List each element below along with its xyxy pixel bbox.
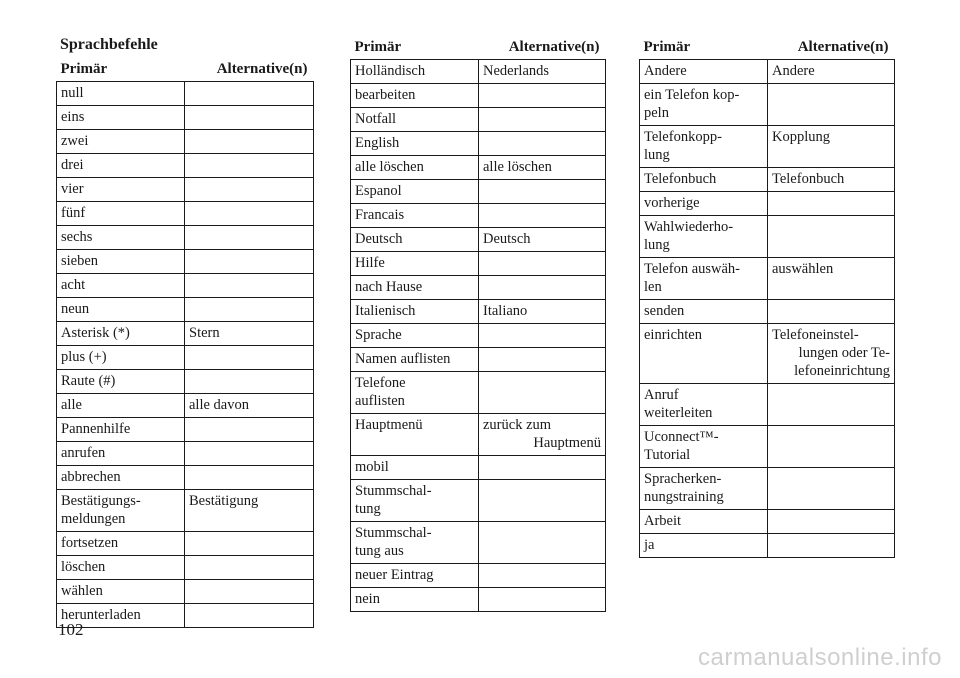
cell-primary: Italienisch bbox=[351, 300, 479, 324]
cell-alternative bbox=[479, 84, 606, 108]
table-row bbox=[351, 372, 606, 414]
table-row bbox=[351, 564, 606, 588]
table-row bbox=[351, 204, 606, 228]
cell-primary: sieben bbox=[57, 250, 185, 274]
table-row bbox=[640, 258, 895, 300]
cell-alternative: alle davon bbox=[185, 394, 314, 418]
cell-alternative bbox=[185, 82, 314, 106]
cell-primary: vier bbox=[57, 178, 185, 202]
cell-alternative: Andere bbox=[768, 60, 895, 84]
table-row bbox=[57, 274, 314, 298]
cell-primary: English bbox=[351, 132, 479, 156]
cell-alternative bbox=[185, 298, 314, 322]
table-row bbox=[351, 84, 606, 108]
table-row bbox=[57, 580, 314, 604]
cell-primary: ja bbox=[640, 534, 768, 558]
table-row bbox=[57, 106, 314, 130]
cell-alternative bbox=[479, 132, 606, 156]
table-row bbox=[57, 604, 314, 628]
table-row bbox=[640, 384, 895, 426]
table-row bbox=[351, 60, 606, 84]
cell-alternative: Telefonbuch bbox=[768, 168, 895, 192]
table-row bbox=[57, 370, 314, 394]
cell-primary: plus (+) bbox=[57, 346, 185, 370]
cell-alternative bbox=[185, 580, 314, 604]
cell-alternative: Telefoneinstel- lungen oder Te- lefoneinrichtung bbox=[768, 324, 895, 384]
cell-primary: nein bbox=[351, 588, 479, 612]
column-header-primary: Primär bbox=[640, 38, 768, 60]
cell-alternative bbox=[185, 556, 314, 580]
cell-primary: senden bbox=[640, 300, 768, 324]
cell-alternative bbox=[479, 108, 606, 132]
table-row bbox=[351, 414, 606, 456]
table-header-row bbox=[640, 38, 895, 60]
column-header-alternative: Alternative(n) bbox=[185, 60, 314, 82]
cell-primary: anrufen bbox=[57, 442, 185, 466]
cell-primary: Hilfe bbox=[351, 252, 479, 276]
column-header-alternative: Alternative(n) bbox=[479, 38, 606, 60]
cell-alternative: Deutsch bbox=[479, 228, 606, 252]
cell-primary: Notfall bbox=[351, 108, 479, 132]
cell-primary: abbrechen bbox=[57, 466, 185, 490]
cell-alternative: auswählen bbox=[768, 258, 895, 300]
cell-primary: Telefonkopp- lung bbox=[640, 126, 768, 168]
cell-alternative bbox=[479, 324, 606, 348]
cell-primary: Telefonbuch bbox=[640, 168, 768, 192]
cell-alternative bbox=[768, 192, 895, 216]
cell-alternative bbox=[479, 348, 606, 372]
cell-alternative bbox=[185, 532, 314, 556]
table-row bbox=[351, 324, 606, 348]
page-number: 102 bbox=[58, 620, 84, 639]
table-row bbox=[640, 426, 895, 468]
cell-primary: Sprache bbox=[351, 324, 479, 348]
cell-primary: löschen bbox=[57, 556, 185, 580]
cell-alternative bbox=[768, 468, 895, 510]
table-row bbox=[351, 480, 606, 522]
cell-alternative bbox=[185, 418, 314, 442]
table-row bbox=[640, 510, 895, 534]
cell-alternative bbox=[479, 252, 606, 276]
cell-alternative bbox=[768, 510, 895, 534]
cell-primary: zwei bbox=[57, 130, 185, 154]
cell-alternative bbox=[185, 202, 314, 226]
voice-command-table-1 bbox=[56, 60, 314, 628]
cell-primary: mobil bbox=[351, 456, 479, 480]
cell-alternative bbox=[185, 274, 314, 298]
table-row bbox=[351, 228, 606, 252]
cell-primary: Arbeit bbox=[640, 510, 768, 534]
cell-primary: neun bbox=[57, 298, 185, 322]
cell-alternative bbox=[768, 84, 895, 126]
table-row bbox=[57, 250, 314, 274]
cell-primary: fortsetzen bbox=[57, 532, 185, 556]
table-row bbox=[351, 108, 606, 132]
cell-primary: eins bbox=[57, 106, 185, 130]
cell-alternative bbox=[185, 466, 314, 490]
column-header-alternative: Alternative(n) bbox=[768, 38, 895, 60]
cell-alternative bbox=[479, 480, 606, 522]
table-row bbox=[57, 346, 314, 370]
table-row bbox=[351, 456, 606, 480]
column-header-primary: Primär bbox=[351, 38, 479, 60]
cell-primary: Raute (#) bbox=[57, 370, 185, 394]
table-row bbox=[351, 588, 606, 612]
cell-alternative bbox=[185, 106, 314, 130]
cell-alternative: Stern bbox=[185, 322, 314, 346]
table-row bbox=[351, 300, 606, 324]
cell-alternative bbox=[479, 180, 606, 204]
cell-alternative bbox=[479, 372, 606, 414]
cell-alternative bbox=[768, 534, 895, 558]
cell-primary: Bestätigungs- meldungen bbox=[57, 490, 185, 532]
table-header-row bbox=[351, 38, 606, 60]
cell-alternative bbox=[185, 604, 314, 628]
cell-primary: Wahlwiederho- lung bbox=[640, 216, 768, 258]
cell-primary: Holländisch bbox=[351, 60, 479, 84]
cell-primary: Pannenhilfe bbox=[57, 418, 185, 442]
cell-alternative bbox=[185, 226, 314, 250]
watermark: carmanualsonline.info bbox=[698, 644, 942, 671]
column-header-primary: Primär bbox=[57, 60, 185, 82]
table-row bbox=[57, 322, 314, 346]
cell-alternative bbox=[768, 426, 895, 468]
table-row bbox=[57, 532, 314, 556]
cell-alternative bbox=[185, 346, 314, 370]
table-header-row bbox=[57, 60, 314, 82]
cell-primary: fünf bbox=[57, 202, 185, 226]
cell-alternative bbox=[479, 276, 606, 300]
table-row bbox=[640, 300, 895, 324]
cell-alternative: zurück zum Hauptmenü bbox=[479, 414, 606, 456]
table-row bbox=[640, 126, 895, 168]
cell-alternative bbox=[185, 442, 314, 466]
table-row bbox=[640, 192, 895, 216]
cell-primary: Hauptmenü bbox=[351, 414, 479, 456]
cell-primary: alle bbox=[57, 394, 185, 418]
cell-alternative bbox=[479, 588, 606, 612]
table-row bbox=[57, 556, 314, 580]
cell-alternative bbox=[768, 384, 895, 426]
table-row bbox=[57, 394, 314, 418]
table-row bbox=[351, 132, 606, 156]
table-row bbox=[57, 298, 314, 322]
cell-alternative bbox=[185, 154, 314, 178]
cell-primary: Andere bbox=[640, 60, 768, 84]
table-row bbox=[640, 84, 895, 126]
cell-primary: Telefon auswäh- len bbox=[640, 258, 768, 300]
cell-alternative bbox=[185, 370, 314, 394]
cell-alternative bbox=[479, 204, 606, 228]
table-row bbox=[57, 490, 314, 532]
cell-primary: Namen auflisten bbox=[351, 348, 479, 372]
cell-alternative bbox=[479, 522, 606, 564]
table-row bbox=[57, 82, 314, 106]
voice-command-table-2 bbox=[350, 38, 606, 612]
cell-primary: herunterladen bbox=[57, 604, 185, 628]
cell-primary: Stummschal- tung aus bbox=[351, 522, 479, 564]
table-row bbox=[57, 130, 314, 154]
cell-primary: Espanol bbox=[351, 180, 479, 204]
cell-primary: neuer Eintrag bbox=[351, 564, 479, 588]
table-row bbox=[57, 226, 314, 250]
table-row bbox=[640, 534, 895, 558]
voice-command-table-3 bbox=[639, 38, 895, 558]
cell-primary: ein Telefon kop- peln bbox=[640, 84, 768, 126]
cell-primary: Deutsch bbox=[351, 228, 479, 252]
table-row bbox=[57, 178, 314, 202]
table-row bbox=[640, 60, 895, 84]
table-row bbox=[57, 466, 314, 490]
cell-primary: wählen bbox=[57, 580, 185, 604]
table-row bbox=[351, 252, 606, 276]
table-row bbox=[351, 180, 606, 204]
table-row bbox=[57, 418, 314, 442]
cell-primary: Francais bbox=[351, 204, 479, 228]
cell-primary: nach Hause bbox=[351, 276, 479, 300]
table-row bbox=[640, 324, 895, 384]
cell-primary: Anruf weiterleiten bbox=[640, 384, 768, 426]
cell-primary: alle löschen bbox=[351, 156, 479, 180]
table-row bbox=[351, 522, 606, 564]
cell-alternative bbox=[768, 216, 895, 258]
cell-primary: acht bbox=[57, 274, 185, 298]
cell-alternative: Kopplung bbox=[768, 126, 895, 168]
table-row bbox=[351, 156, 606, 180]
table-row bbox=[57, 154, 314, 178]
cell-alternative bbox=[185, 250, 314, 274]
cell-alternative: Italiano bbox=[479, 300, 606, 324]
cell-alternative bbox=[185, 178, 314, 202]
cell-alternative: alle löschen bbox=[479, 156, 606, 180]
cell-primary: Asterisk (*) bbox=[57, 322, 185, 346]
cell-primary: bearbeiten bbox=[351, 84, 479, 108]
cell-alternative: Bestätigung bbox=[185, 490, 314, 532]
table-row bbox=[351, 276, 606, 300]
cell-primary: Uconnect™- Tutorial bbox=[640, 426, 768, 468]
cell-alternative bbox=[768, 300, 895, 324]
cell-primary: vorherige bbox=[640, 192, 768, 216]
cell-primary: Stummschal- tung bbox=[351, 480, 479, 522]
cell-alternative bbox=[185, 130, 314, 154]
table-row bbox=[640, 216, 895, 258]
table-row bbox=[640, 468, 895, 510]
cell-alternative bbox=[479, 564, 606, 588]
cell-primary: einrichten bbox=[640, 324, 768, 384]
table-row bbox=[640, 168, 895, 192]
cell-primary: Spracherken- nungstraining bbox=[640, 468, 768, 510]
cell-primary: drei bbox=[57, 154, 185, 178]
cell-primary: Telefone auflisten bbox=[351, 372, 479, 414]
table-row bbox=[57, 442, 314, 466]
table-row bbox=[351, 348, 606, 372]
cell-alternative: Nederlands bbox=[479, 60, 606, 84]
section-title: Sprachbefehle bbox=[60, 36, 158, 53]
table-row bbox=[57, 202, 314, 226]
cell-alternative bbox=[479, 456, 606, 480]
cell-primary: sechs bbox=[57, 226, 185, 250]
cell-primary: null bbox=[57, 82, 185, 106]
